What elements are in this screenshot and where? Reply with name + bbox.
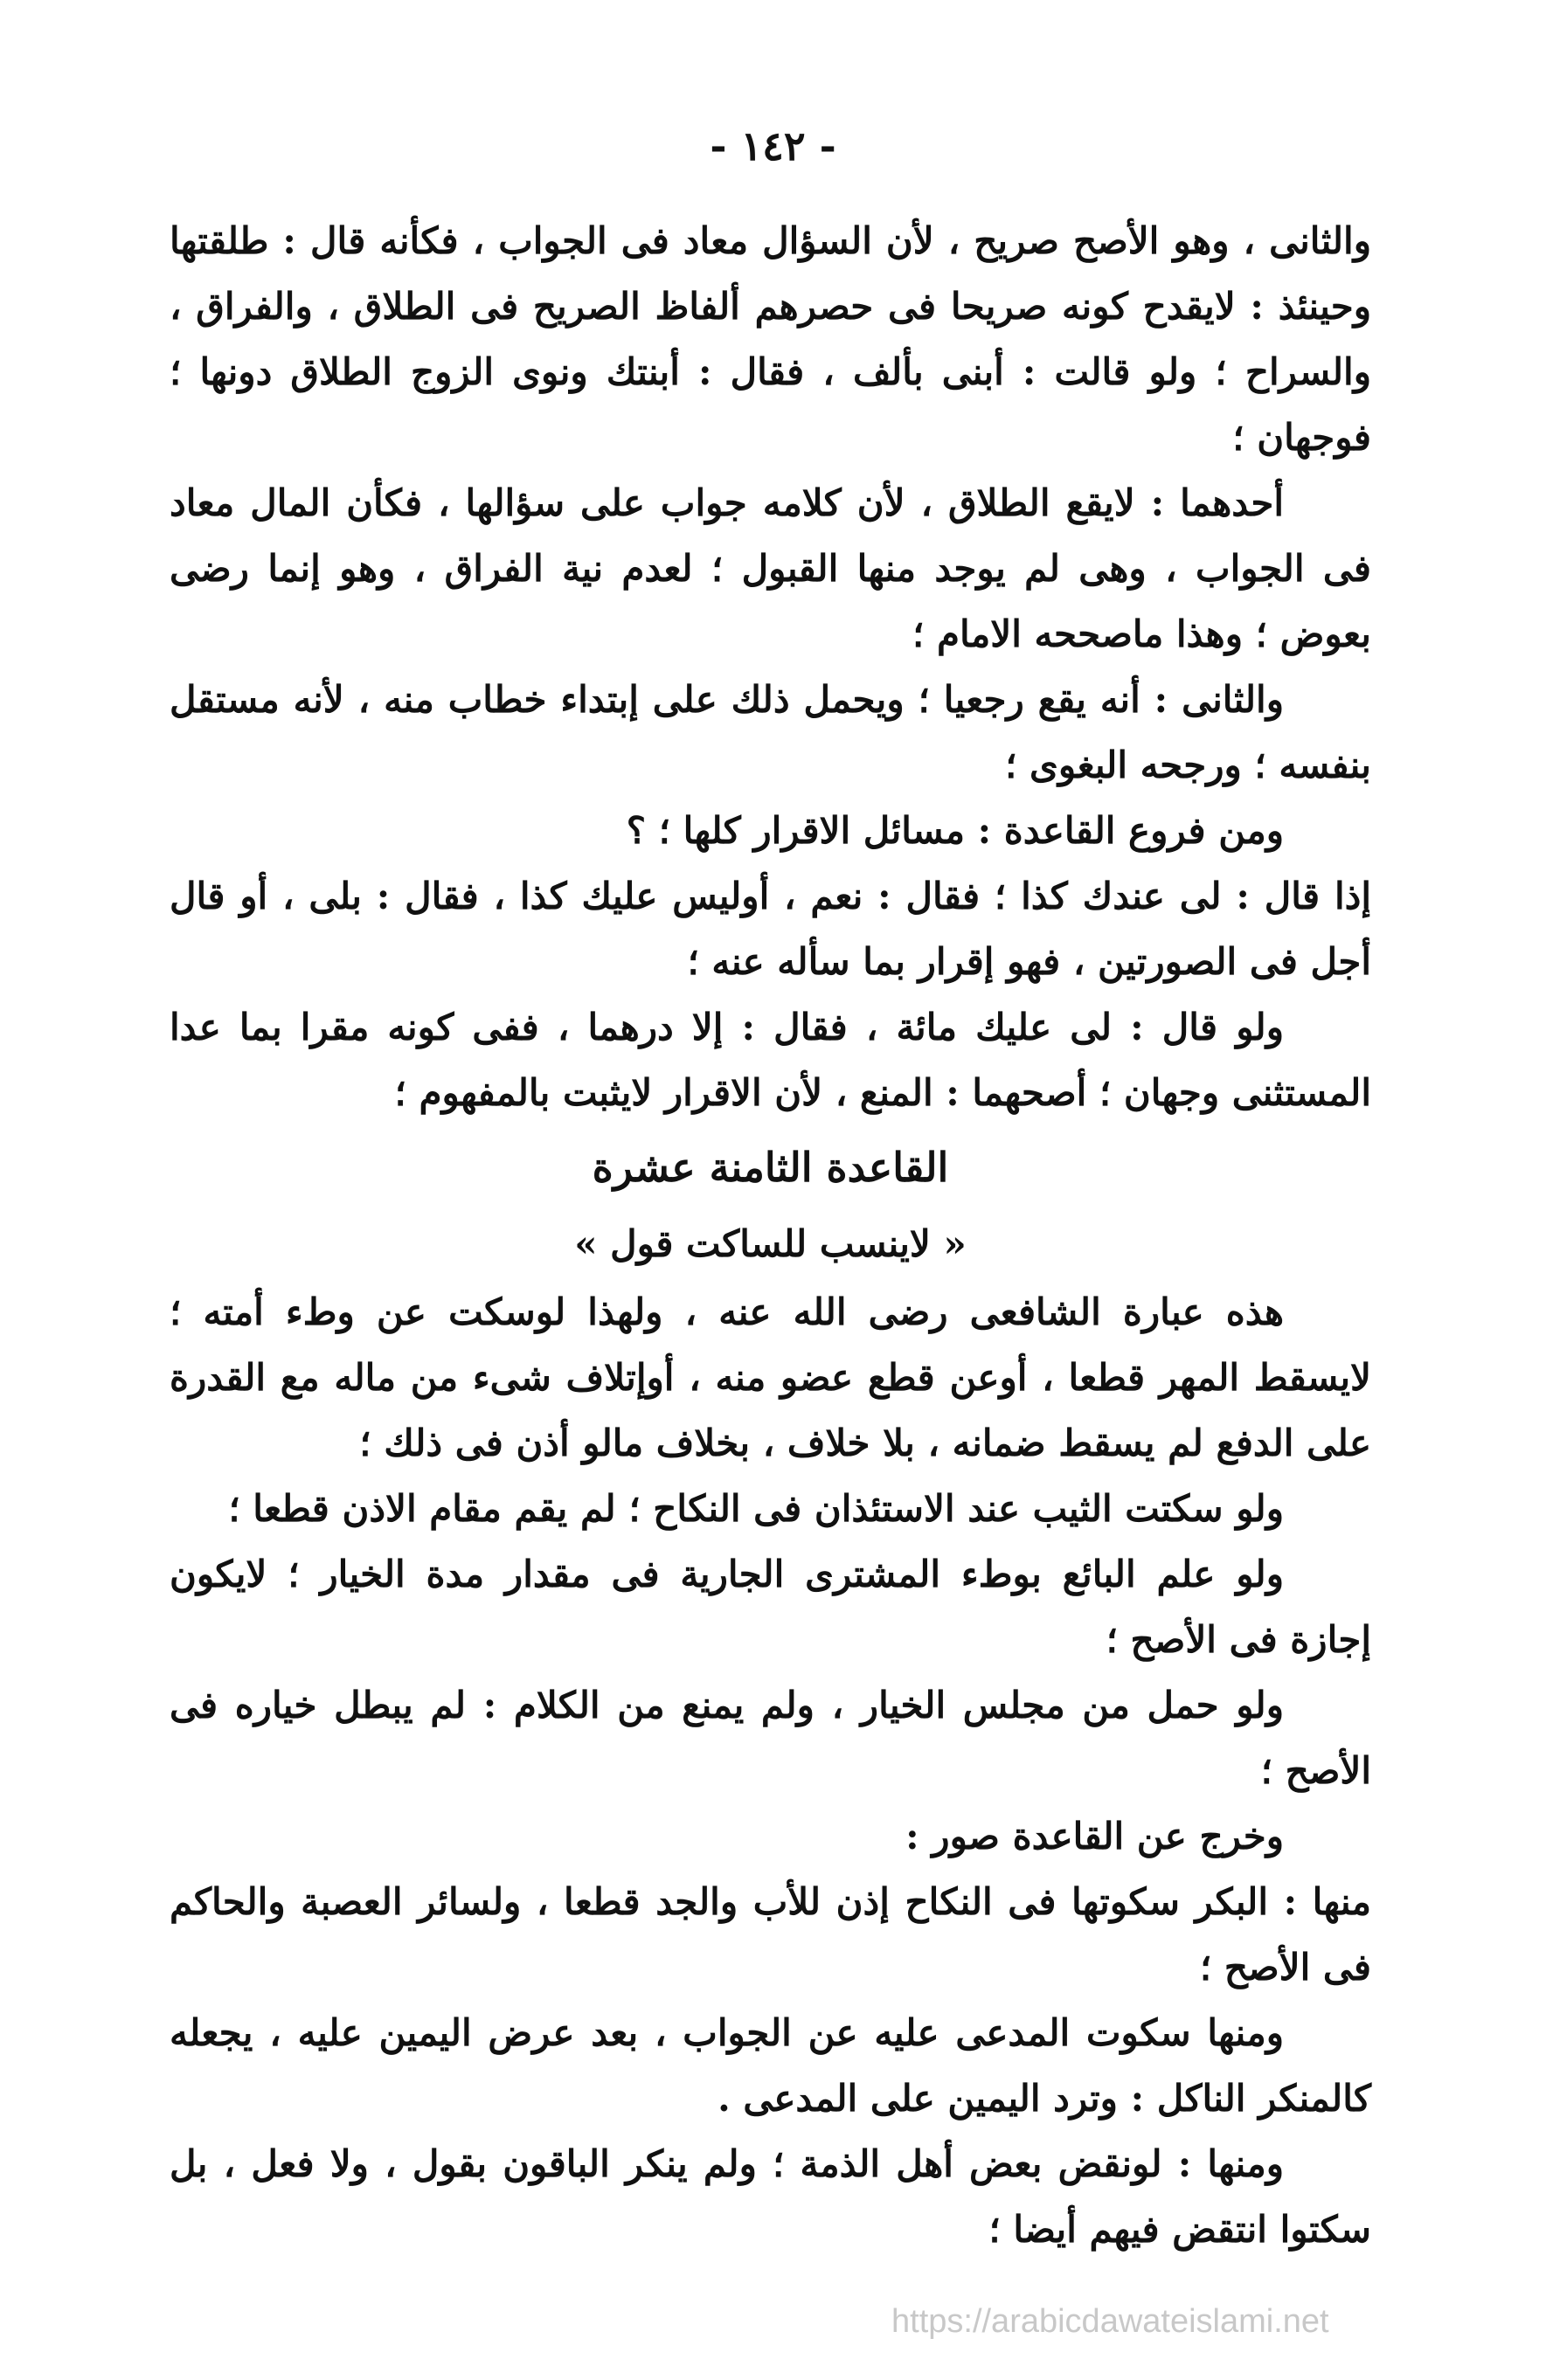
paragraph: وخرج عن القاعدة صور : (905, 1815, 1284, 1858)
paragraph: منها : البكر سكوتها فى النكاح إذن للأب والجد قطعا ، ولسائر العصبة والحاكم فى الأصح ؛ (170, 1880, 1371, 1989)
paragraph: أحدهما : لايقع الطلاق ، لأن كلامه جواب على سؤالها ، فكأن المال معاد فى الجواب ، وهى لم يوجد منها القبول ؛ لعدم نية الفراق ، وهو إنما رضى بعوض ؛ وهذا ماصححه الامام ؛ (170, 481, 1371, 655)
section-heading: القاعدة الثامنة عشرة (592, 1144, 949, 1191)
paragraph: ولو سكتت الثيب عند الاستئذان فى النكاح ؛ لم يقم مقام الاذن قطعا ؛ (228, 1487, 1284, 1530)
body-text (170, 208, 1371, 2262)
paragraph: ولو علم البائع بوطء المشترى الجارية فى مقدار مدة الخيار ؛ لايكون إجازة فى الأصح ؛ (170, 1553, 1371, 1661)
paragraph: ولو حمل من مجلس الخيار ، ولم يمنع من الكلام : لم يبطل خياره فى الأصح ؛ (170, 1684, 1371, 1792)
paragraph: والثانى : أنه يقع رجعيا ؛ ويحمل ذلك على إبتداء خطاب منه ، لأنه مستقل بنفسه ؛ ورجحه البغوى ؛ (170, 678, 1371, 786)
paragraph: إذا قال : لى عندك كذا ؛ فقال : نعم ، أوليس عليك كذا ، فقال : بلى ، أو قال أجل فى الصورتين ، فهو إقرار بما سأله عنه ؛ (170, 875, 1371, 983)
paragraph: ومن فروع القاعدة : مسائل الاقرار كلها ؛ ؟ (626, 809, 1284, 852)
paragraph: هذه عبارة الشافعى رضى الله عنه ، ولهذا لوسكت عن وطء أمته ؛ لايسقط المهر قطعا ، أوعن قطع عضو منه ، أوإتلاف شىء من ماله مع القدرة على الدفع لم يسقط ضمانه ، بلا خلاف ، بخلاف مالو أذن فى ذلك ؛ (170, 1290, 1371, 1464)
paragraph: ولو قال : لى عليك مائة ، فقال : إلا درهما ، ففى كونه مقرا بما عدا المستثنى وجهان ؛ أصحهما : المنع ، لأن الاقرار لايثبت بالمفهوم ؛ (170, 1006, 1371, 1114)
watermark-url: https://arabicdawateislami.net (891, 2303, 1329, 2340)
rule-statement: « لاينسب للساكت قول » (574, 1222, 967, 1265)
paragraph: ومنها : لونقض بعض أهل الذمة ؛ ولم ينكر الباقون بقول ، ولا فعل ، بل سكتوا انتقض فيهم أيضا ؛ (170, 2142, 1371, 2251)
paragraph: والثانى ، وهو الأصح صريح ، لأن السؤال معاد فى الجواب ، فكأنه قال : طلقتها وحينئذ : لايقدح كونه صريحا فى حصرهم ألفاظ الصريح فى الطلاق ، والفراق ، والسراح ؛ ولو قالت : أبنى بألف ، فقال : أبنتك ونوى الزوج الطلاق دونها ؛ فوجهان ؛ (170, 219, 1371, 459)
paragraph: ومنها سكوت المدعى عليه عن الجواب ، بعد عرض اليمين عليه ، يجعله كالمنكر الناكل : وترد اليمين على المدعى . (170, 2011, 1371, 2120)
page-number: - ١٤٢ - (710, 122, 836, 170)
